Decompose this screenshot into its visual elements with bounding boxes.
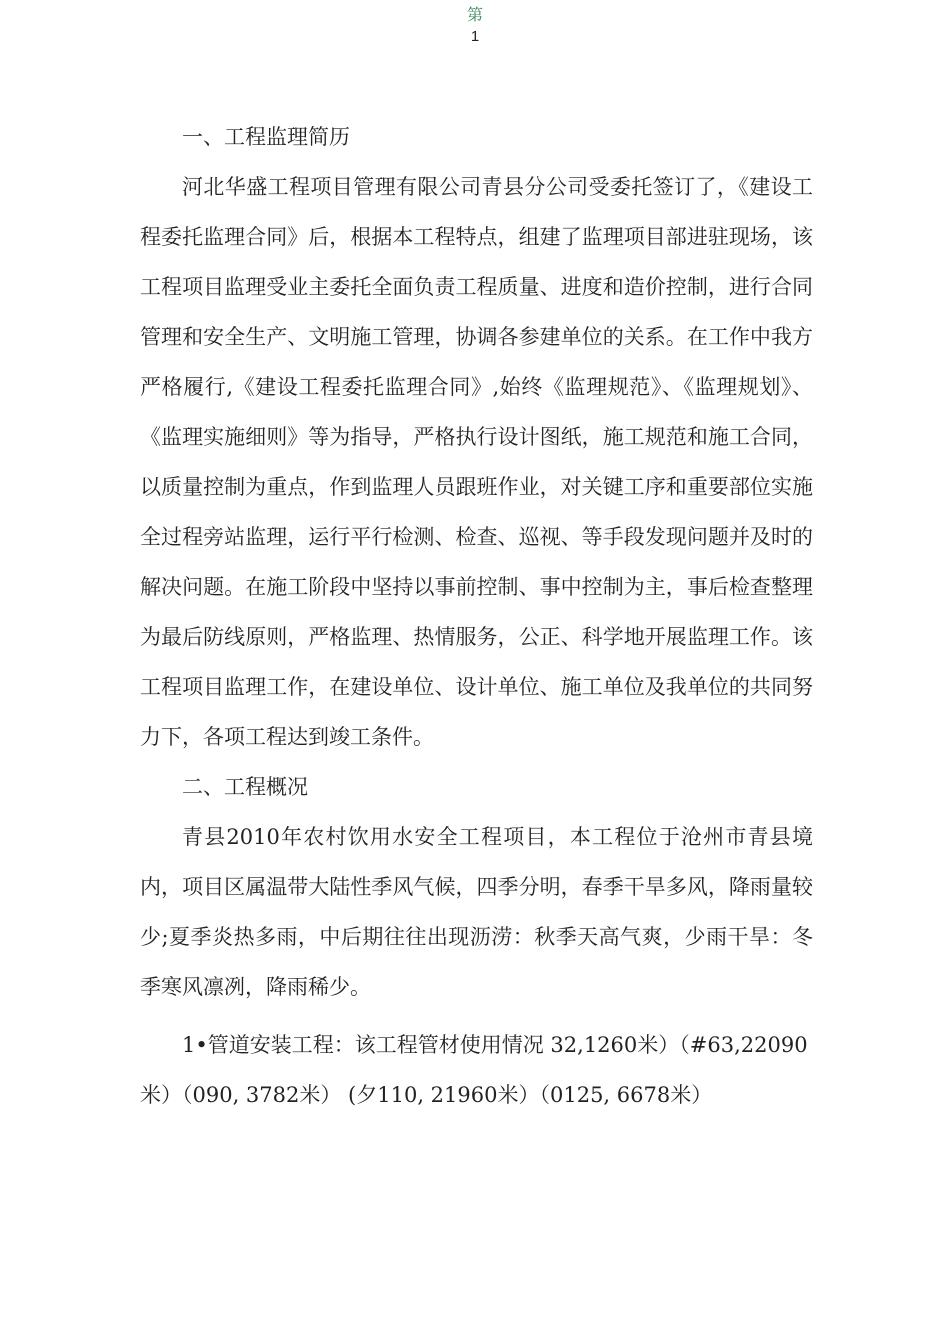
paragraph-overview: 青县2010年农村饮用水安全工程项目，本工程位于沧州市青县境内，项目区属温带大陆性季风气候，四季分明，春季干旱多风，降雨量较少;夏季炎热多雨，中后期往往出现沥涝：秋季天高气爽，少雨干旱：冬季寒风凛冽，降雨稀少。 [140,825,813,999]
page-header [0,4,950,48]
page-header-label: 第 [466,5,483,24]
section-heading-overview: 二、工程概况 [182,775,308,799]
paragraph-history: 河北华盛工程项目管理有限公司青县分公司受委托签订了，《建设工程委托监理合同》后，根据本工程特点，组建了监理项目部进驻现场，该工程项目监理受业主委托全面负责工程质量、进度和造价控制，进行合同管理和安全生产、文明施工管理，协调各参建单位的关系。在工作中我方严格履行,《建设工程委托监理合同》,始终《监理规范》、《监理规划》、《监理实施细则》等为指导，严格执行设计图纸，施工规范和施工合同，以质量控制为重点，作到监理人员跟班作业，对关键工序和重要部位实施全过程旁站监理，运行平行检测、检查、巡视、等手段发现问题并及时的解决问题。在施工阶段中坚持以事前控制、事中控制为主，事后检查整理为最后防线原则，严格监理、热情服务，公正、科学地开展监理工作。该工程项目监理工作，在建设单位、设计单位、施工单位及我单位的共同努力下，各项工程达到竣工条件。 [140,175,813,749]
section-heading-history: 一、工程监理简历 [182,125,350,149]
document-body [140,112,813,1120]
page-number: 1 [470,28,480,45]
paragraph-pipe-installation: 1•管道安装工程：该工程管材使用情况 32,1260米）（#63,22090米）（090, 3782米） (夕110, 21960米）（0125, 6678米） [140,1033,808,1107]
